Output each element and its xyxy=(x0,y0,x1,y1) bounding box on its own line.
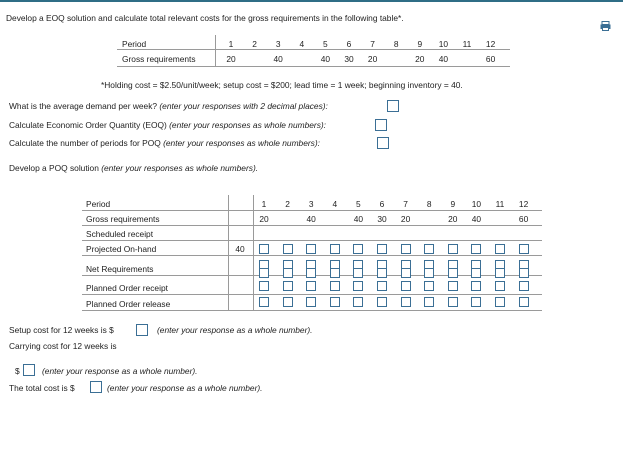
total-cost-label: The total cost is $ xyxy=(9,383,75,393)
avg-demand-hint: (enter your responses with 2 decimal places): xyxy=(159,101,328,111)
row-divider xyxy=(82,294,542,295)
initial-on-hand: 40 xyxy=(235,244,245,254)
total-cost-input[interactable] xyxy=(90,381,102,393)
net-requirements-input[interactable] xyxy=(259,268,269,278)
net-requirements-input[interactable] xyxy=(306,268,316,278)
column-divider xyxy=(253,195,254,310)
instruction-text: Develop a EOQ solution and calculate total relevant costs for the gross requirements in the following table*. xyxy=(6,13,404,23)
net-requirements-input[interactable] xyxy=(448,268,458,278)
gross-cell: 20 xyxy=(259,214,269,224)
planned-order-receipt-label: Planned Order receipt xyxy=(86,283,168,293)
net-requirements-input[interactable] xyxy=(377,268,387,278)
planned-order-receipt-input[interactable] xyxy=(377,281,387,291)
projected-on-hand-input[interactable] xyxy=(401,244,411,254)
net-requirements-input[interactable] xyxy=(353,268,363,278)
projected-on-hand-input[interactable] xyxy=(495,244,505,254)
gross-cell: 20 xyxy=(226,54,236,64)
period-cell: 9 xyxy=(417,39,423,49)
gross-cell: 30 xyxy=(344,54,354,64)
gross-cell: 60 xyxy=(518,214,529,224)
gross-requirements-label: Gross requirements xyxy=(122,54,196,64)
period-cell: 12 xyxy=(485,39,496,49)
period-cell: 10 xyxy=(471,199,482,209)
period-cell: 3 xyxy=(275,39,281,49)
planned-order-receipt-input[interactable] xyxy=(495,281,505,291)
row-divider xyxy=(82,225,542,226)
net-requirements-input[interactable] xyxy=(424,268,434,278)
gross-cell: 20 xyxy=(448,214,458,224)
gross-cell: 20 xyxy=(400,214,411,224)
poq-periods-input[interactable] xyxy=(377,137,389,149)
avg-demand-input[interactable] xyxy=(387,100,399,112)
period-cell: 4 xyxy=(332,199,338,209)
period-cell: 8 xyxy=(393,39,399,49)
eoq-text: Calculate Economic Order Quantity (EOQ) xyxy=(9,120,167,130)
period-cell: 6 xyxy=(346,39,352,49)
setup-cost-label: Setup cost for 12 weeks is $ xyxy=(9,325,114,335)
net-requirements-input[interactable] xyxy=(330,268,340,278)
planned-order-release-input[interactable] xyxy=(377,297,387,307)
footnote: *Holding cost = $2.50/unit/week; setup cost = $200; lead time = 1 week; beginning inventory = 40. xyxy=(101,80,463,90)
net-requirements-input[interactable] xyxy=(519,268,529,278)
planned-order-receipt-input[interactable] xyxy=(424,281,434,291)
period-cell: 1 xyxy=(228,39,234,49)
gross-cell: 40 xyxy=(438,54,449,64)
planned-order-release-input[interactable] xyxy=(306,297,316,307)
period-cell: 3 xyxy=(308,199,314,209)
planned-order-release-input[interactable] xyxy=(259,297,269,307)
scheduled-receipt-label: Scheduled receipt xyxy=(86,229,154,239)
gross-cell: 30 xyxy=(377,214,387,224)
avg-demand-question xyxy=(9,101,328,111)
projected-on-hand-input[interactable] xyxy=(519,244,529,254)
period-cell: 5 xyxy=(356,199,361,209)
projected-on-hand-input[interactable] xyxy=(448,244,458,254)
row-divider xyxy=(82,310,542,311)
planned-order-receipt-input[interactable] xyxy=(519,281,529,291)
planned-order-release-input[interactable] xyxy=(448,297,458,307)
setup-cost-input[interactable] xyxy=(136,324,148,336)
gross-cell: 60 xyxy=(485,54,496,64)
projected-on-hand-input[interactable] xyxy=(306,244,316,254)
gross-cell: 20 xyxy=(367,54,378,64)
planned-order-receipt-input[interactable] xyxy=(401,281,411,291)
planned-order-release-input[interactable] xyxy=(519,297,529,307)
gross-requirements-label: Gross requirements xyxy=(86,214,160,224)
carrying-cost-input[interactable] xyxy=(23,364,35,376)
eoq-input[interactable] xyxy=(375,119,387,131)
period-cell: 9 xyxy=(450,199,456,209)
period-cell: 11 xyxy=(495,199,505,209)
eoq-hint: (enter your responses as whole numbers): xyxy=(169,120,326,130)
planned-order-release-input[interactable] xyxy=(330,297,340,307)
period-cell: 4 xyxy=(299,39,305,49)
planned-order-receipt-input[interactable] xyxy=(330,281,340,291)
net-requirements-input[interactable] xyxy=(495,268,505,278)
poq-periods-text: Calculate the number of periods for POQ xyxy=(9,138,161,148)
gross-cell: 40 xyxy=(471,214,482,224)
period-cell: 5 xyxy=(323,39,328,49)
poq-intro-hint: (enter your responses as whole numbers). xyxy=(101,163,259,173)
projected-on-hand-input[interactable] xyxy=(353,244,363,254)
planned-order-receipt-input[interactable] xyxy=(448,281,458,291)
carrying-cost-label: Carrying cost for 12 weeks is xyxy=(9,341,117,351)
planned-order-release-input[interactable] xyxy=(471,297,481,307)
period-label: Period xyxy=(86,199,111,209)
poq-intro-text: Develop a POQ solution xyxy=(9,163,99,173)
gross-cell: 20 xyxy=(415,54,425,64)
planned-order-release-input[interactable] xyxy=(424,297,434,307)
total-cost-hint: (enter your response as a whole number). xyxy=(107,383,263,393)
period-cell: 6 xyxy=(379,199,385,209)
period-label: Period xyxy=(122,39,147,49)
net-requirements-label: Net Requirements xyxy=(86,264,154,274)
print-icon[interactable] xyxy=(600,21,611,33)
gross-cell: 40 xyxy=(306,214,316,224)
projected-on-hand-input[interactable] xyxy=(377,244,387,254)
period-cell: 1 xyxy=(261,199,267,209)
planned-order-receipt-input[interactable] xyxy=(471,281,481,291)
column-divider xyxy=(228,195,229,310)
planned-order-release-label: Planned Order release xyxy=(86,299,171,309)
carrying-cost-hint: (enter your response as a whole number). xyxy=(42,366,198,376)
projected-on-hand-label: Projected On-hand xyxy=(86,244,157,254)
gross-cell: 40 xyxy=(320,54,331,64)
gross-cell: 40 xyxy=(353,214,364,224)
poq-periods-hint: (enter your responses as whole numbers): xyxy=(163,138,320,148)
carrying-cost-currency: $ xyxy=(15,366,20,376)
setup-cost-hint: (enter your response as a whole number). xyxy=(157,325,313,335)
planned-order-receipt-input[interactable] xyxy=(283,281,293,291)
projected-on-hand-input[interactable] xyxy=(424,244,434,254)
planned-order-release-input[interactable] xyxy=(353,297,363,307)
row-divider xyxy=(82,255,542,256)
projected-on-hand-input[interactable] xyxy=(330,244,340,254)
period-cell: 12 xyxy=(518,199,529,209)
period-cell: 2 xyxy=(285,199,290,209)
poq-periods-question xyxy=(9,138,320,148)
row-divider xyxy=(82,210,542,211)
period-cell: 7 xyxy=(370,39,375,49)
planned-order-release-input[interactable] xyxy=(495,297,505,307)
planned-order-release-input[interactable] xyxy=(283,297,293,307)
poq-intro xyxy=(9,163,258,173)
period-cell: 10 xyxy=(438,39,449,49)
net-requirements-input[interactable] xyxy=(283,268,293,278)
net-requirements-input[interactable] xyxy=(471,268,481,278)
projected-on-hand-input[interactable] xyxy=(259,244,269,254)
gross-cell: 40 xyxy=(273,54,283,64)
projected-on-hand-input[interactable] xyxy=(283,244,293,254)
projected-on-hand-input[interactable] xyxy=(471,244,481,254)
planned-order-receipt-input[interactable] xyxy=(259,281,269,291)
period-cell: 7 xyxy=(403,199,408,209)
net-requirements-input[interactable] xyxy=(401,268,411,278)
planned-order-release-input[interactable] xyxy=(401,297,411,307)
planned-order-receipt-input[interactable] xyxy=(306,281,316,291)
row-divider xyxy=(82,240,542,241)
eoq-question xyxy=(9,120,326,130)
period-cell: 8 xyxy=(426,199,432,209)
top-border xyxy=(0,0,623,2)
avg-demand-text: What is the average demand per week? xyxy=(9,101,158,111)
period-cell: 2 xyxy=(252,39,257,49)
period-cell: 11 xyxy=(462,39,472,49)
planned-order-receipt-input[interactable] xyxy=(353,281,363,291)
